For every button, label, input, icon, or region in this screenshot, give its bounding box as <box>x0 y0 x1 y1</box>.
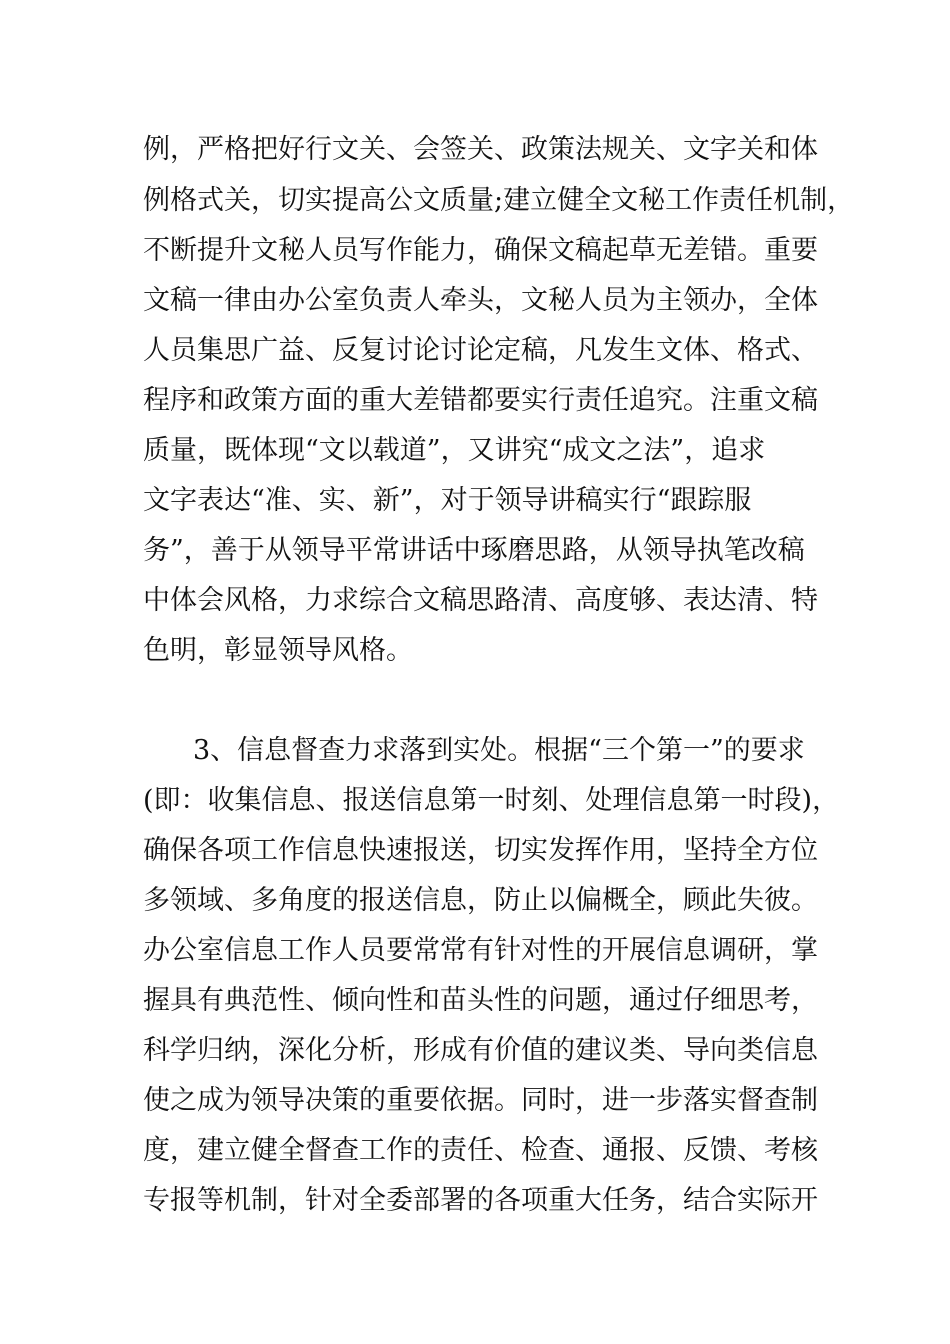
text-line: 文稿一律由办公室负责人牵头，文秘人员为主领办，全体 <box>143 285 818 316</box>
text-line: 质量，既体现“文以载道”，又讲究“成文之法”，追求 <box>143 435 766 466</box>
text-line: 不断提升文秘人员写作能力，确保文稿起草无差错。重要 <box>143 235 818 266</box>
text-line: 办公室信息工作人员要常常有针对性的开展信息调研，掌 <box>143 935 818 966</box>
text-line: 科学归纳，深化分析，形成有价值的建议类、导向类信息 <box>143 1035 818 1066</box>
text-line: 3、信息督查力求落到实处。根据“三个第一”的要求 <box>193 735 805 766</box>
text-line: 务”，善于从领导平常讲话中琢磨思路，从领导执笔改稿 <box>143 535 805 566</box>
text-line: 度，建立健全督查工作的责任、检查、通报、反馈、考核 <box>143 1135 818 1166</box>
text-line: 色明，彰显领导风格。 <box>143 635 413 666</box>
text-line: 使之成为领导决策的重要依据。同时，进一步落实督查制 <box>143 1085 818 1116</box>
text-line: 例格式关，切实提高公文质量;建立健全文秘工作责任机制， <box>143 185 855 216</box>
text-line: (即：收集信息、报送信息第一时刻、处理信息第一时段)， <box>143 785 840 816</box>
text-line: 中体会风格，力求综合文稿思路清、高度够、表达清、特 <box>143 585 818 616</box>
text-line: 文字表达“准、实、新”，对于领导讲稿实行“跟踪服 <box>143 485 752 516</box>
text-line: 人员集思广益、反复讨论讨论定稿，凡发生文体、格式、 <box>143 335 818 366</box>
text-line: 程序和政策方面的重大差错都要实行责任追究。注重文稿 <box>143 385 818 416</box>
text-line: 例，严格把好行文关、会签关、政策法规关、文字关和体 <box>143 134 818 165</box>
text-line: 握具有典范性、倾向性和苗头性的问题，通过仔细思考， <box>143 985 818 1016</box>
text-line: 确保各项工作信息快速报送，切实发挥作用，坚持全方位 <box>143 835 818 866</box>
text-line: 专报等机制，针对全委部署的各项重大任务，结合实际开 <box>143 1185 818 1216</box>
text-line: 多领域、多角度的报送信息，防止以偏概全，顾此失彼。 <box>143 885 818 916</box>
